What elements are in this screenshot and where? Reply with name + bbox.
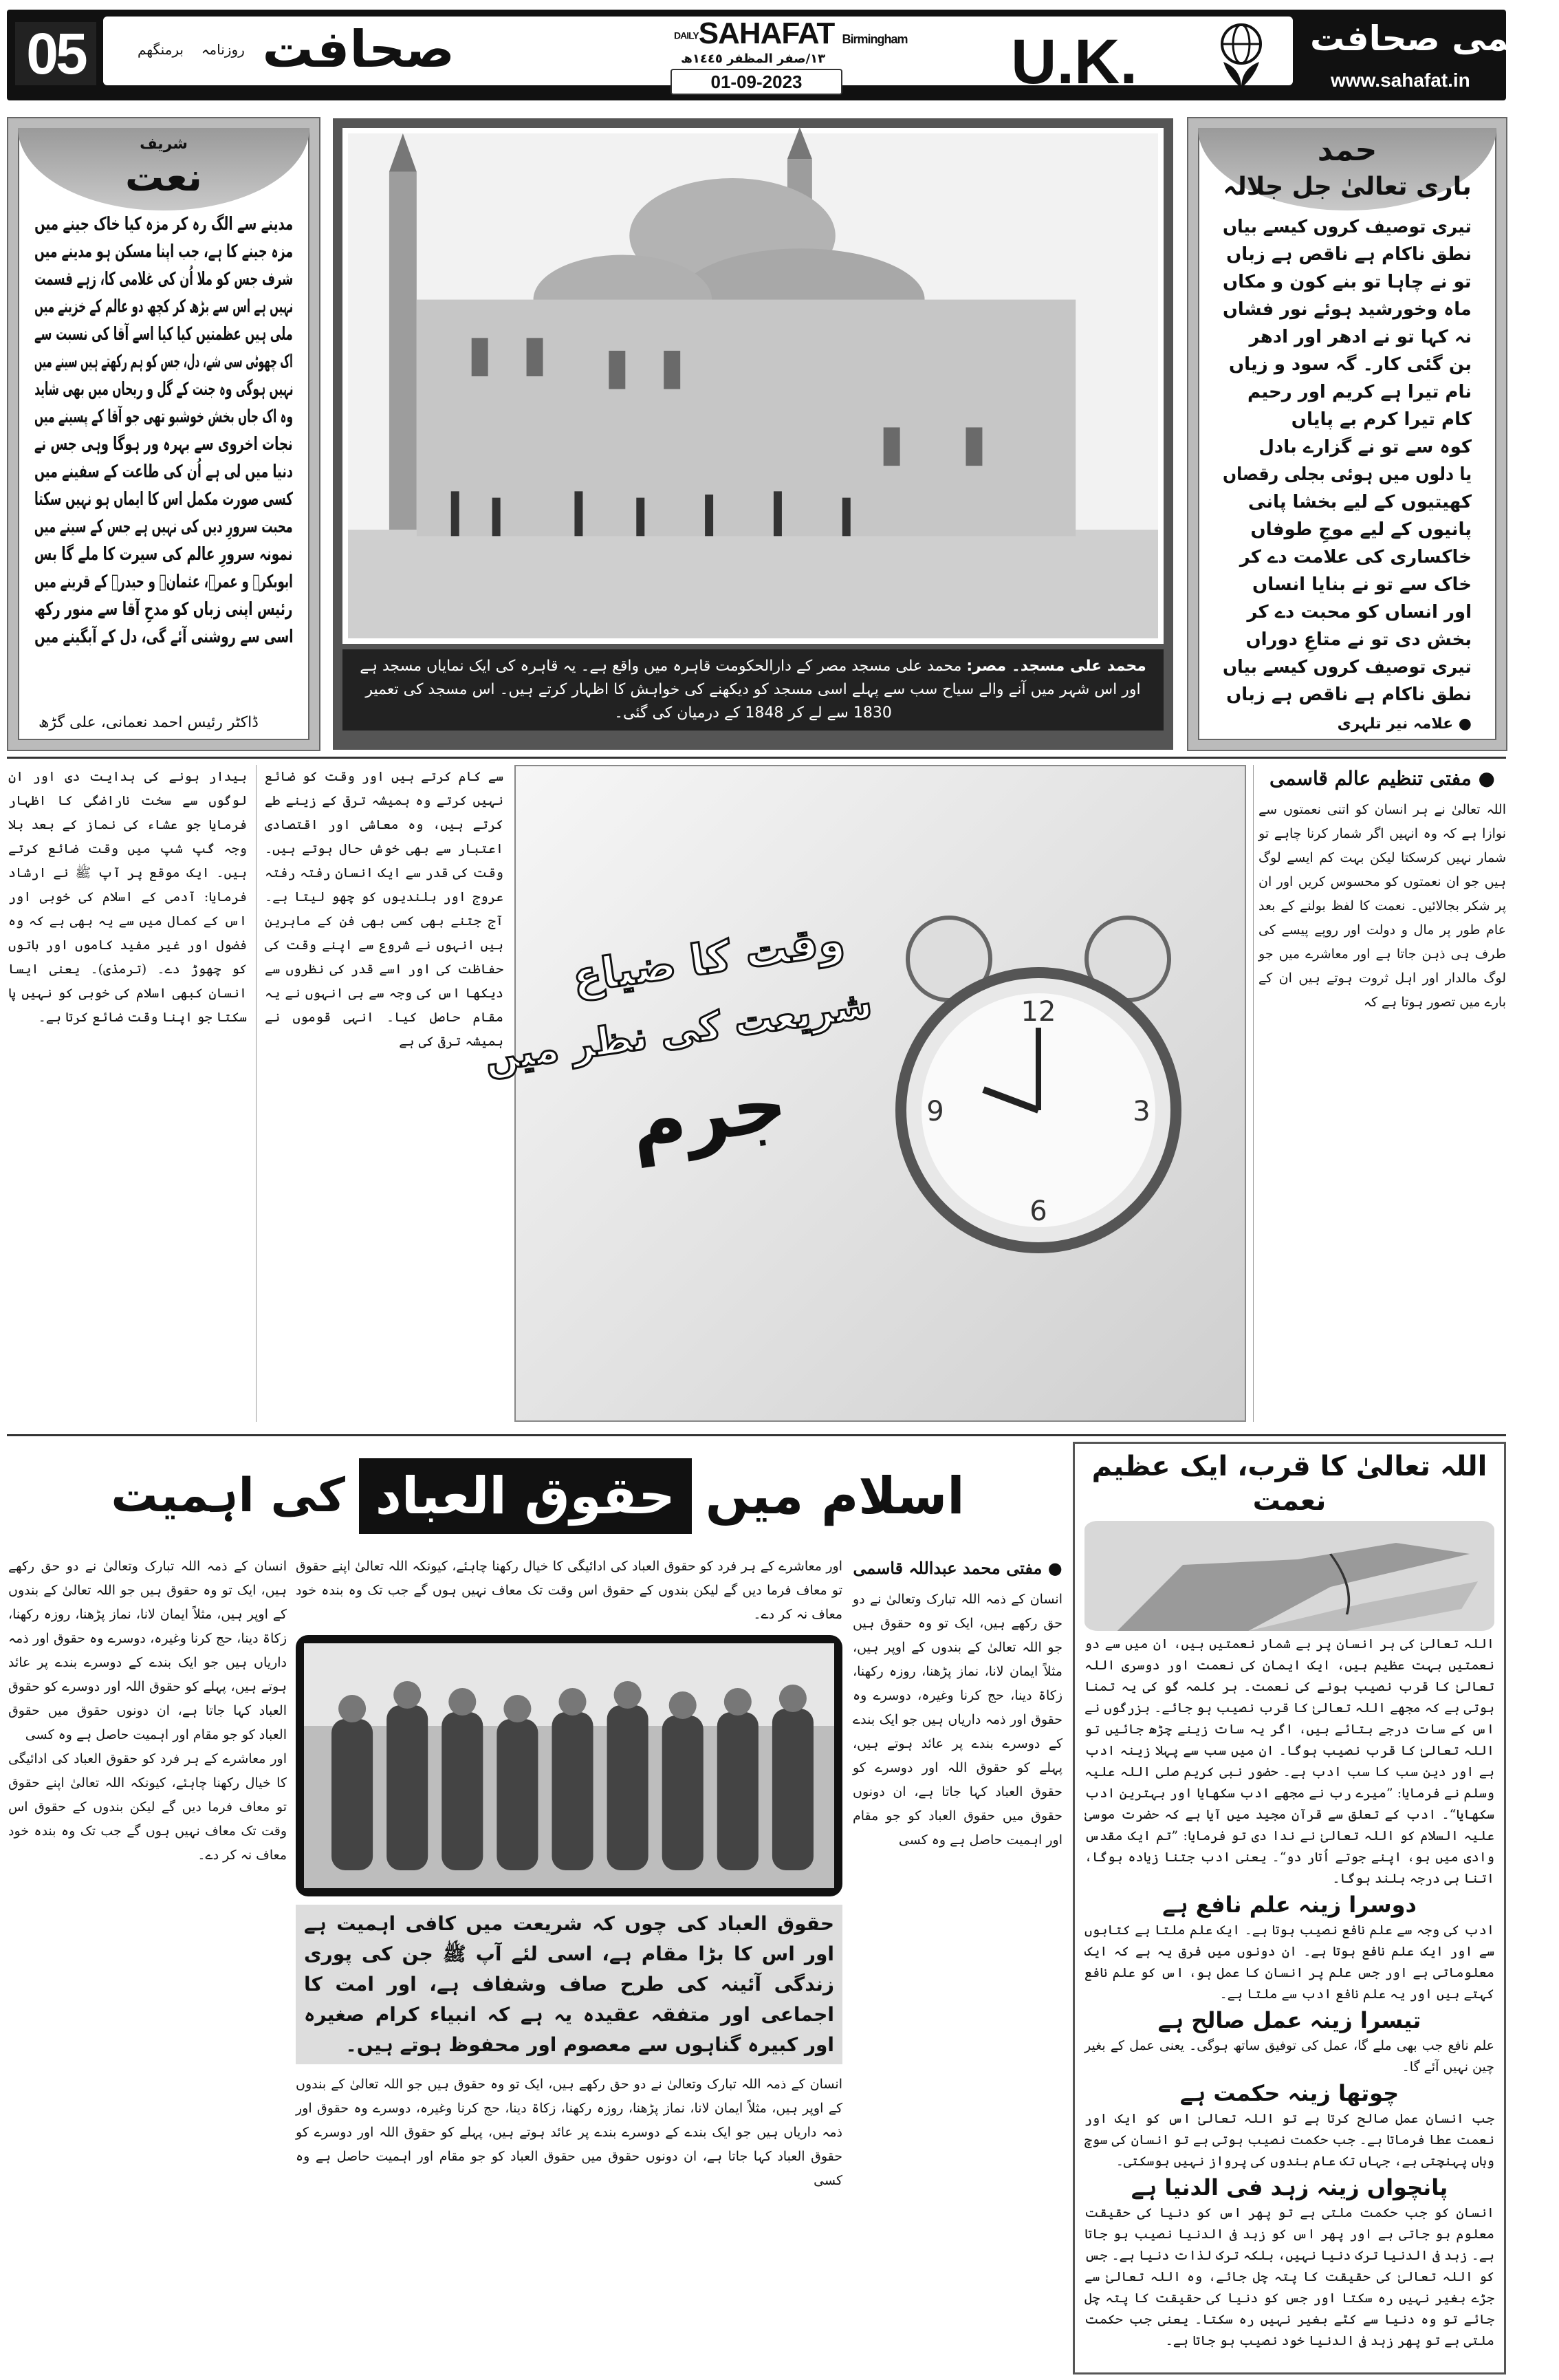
poem-line-text: نام تیرا ہے کریم اور رحیم: [1247, 382, 1472, 402]
poem-line: [34, 266, 293, 293]
poem-line-text: تیری توصیف کروں کیسے بیاں: [1223, 657, 1472, 678]
poem-line: [34, 293, 293, 321]
headline-part-2: حقوق العباد: [359, 1458, 692, 1534]
poem-line-text: بخش دی تو نے متاعِ دوراں: [1245, 629, 1472, 650]
poem-line: [1223, 241, 1472, 268]
poem-line: [1223, 488, 1472, 516]
poem-line: [1223, 378, 1472, 406]
daily-label: DAILY: [674, 30, 699, 41]
svg-text:9: 9: [926, 1096, 944, 1127]
newspaper-logo-urdu: [138, 15, 455, 84]
hamd-subtitle: باری تعالیٰ جل جلالہ: [1223, 173, 1472, 201]
poem-line-text: کوہ سے تو نے گزارے بادل: [1258, 437, 1472, 457]
headline-part-1: اسلام میں: [705, 1467, 965, 1526]
qurb-sections: [1084, 1890, 1494, 2352]
qurb-section-text: علم نافع جب بھی ملے گا، عمل کی توفیق ساتھ ہوگی۔ یعنی عمل کے بغیر چین نہیں آئے گا۔: [1084, 2038, 1494, 2075]
article-paragraph: سے کام کرتے ہیں اور وقت کو ضائع نہیں کرتے وہ ہمیشہ ترقی کے زینے طے کرتے ہیں، وہ معاشی اور اقتصادی اعتبار سے بھی خوش حال ہوتے ہیں۔ وقت کی قدر سے ایک انسان رفتہ رفتہ عروج اور بلندیوں کو چھو لیتا ہے۔ آج جتنے بھی کسی بھی فن کے ماہرین ہیں انہوں نے شروع سے اپنے وقت کی حفاظت کی اور اسے قدر کی نظروں سے دیکھا اس کی وجہ سے ہی انہوں نے یہ مقام حاصل کیا۔ انہی قوموں نے ہمیشہ ترقی کی ہے: [265, 769, 503, 1049]
huqooq-first-column: [853, 1555, 1062, 2373]
hamd-box: [1188, 118, 1506, 750]
website-link[interactable]: www.sahafat.in: [1331, 69, 1470, 91]
poem-line: [34, 541, 293, 568]
column-rule: [256, 765, 257, 1422]
article-paragraph: انسان کے ذمہ اللہ تبارک وتعالیٰ نے دو حق رکھے ہیں، ایک تو وہ حقوق ہیں جو اللہ تعالیٰ کے بندوں کے اوپر ہیں، مثلاً ایمان لانا، نماز پڑھنا، روزہ رکھنا، زکاۃ دینا، حج کرنا وغیرہ، دوسرے وہ حقوق اور ذمہ داریاں ہیں جو ایک بندے کے دوسرے بندے پر عائد ہوتے ہیں، پہلے کو حقوق اللہ اور دوسرے کو حقوق العباد کہا جاتا ہے، ان دونوں حقوق میں حقوق العباد کو جو مقام اور اہمیت حاصل ہے وہ کسی: [296, 2077, 842, 2188]
poem-line-text: ملی ہیں عظمتیں کیا کیا اسے آقا کی نسبت سے: [34, 324, 293, 345]
svg-text:6: 6: [1029, 1196, 1047, 1227]
poem-line: [34, 403, 293, 431]
poem-line-text: نمونہ سرورِ عالم کی سیرت کا ملے گا بس: [34, 544, 293, 565]
huqooq-center-stack: [296, 1555, 842, 2373]
group-photo-frame: [296, 1635, 842, 1896]
huqooq-pull-quote: حقوق العباد کی چوں کہ شریعت میں کافی اہمیت ہے اور اس کا بڑا مقام ہے، اسی لئے آپ ﷺ جن کی پوری زندگی آئینہ کی طرح صاف وشفاف ہے، اور امت کا اجماعی اور متفقہ عقیدہ یہ ہے کہ انبیاء کرام صغیرہ اور کبیرہ گناہوں سے معصوم اور محفوظ ہوتے ہیں۔: [296, 1905, 842, 2064]
naat-poem: [34, 210, 293, 651]
poem-line: [34, 623, 293, 651]
article-paragraph: اللہ تعالیٰ نے ہر انسان کو اتنی نعمتوں سے نوازا ہے کہ وہ انہیں اگر شمار کرنا چاہے تو شمار نہیں کرسکتا لیکن بہت کم ایسے لوگ ہیں جو ان نعمتوں کو محسوس کریں اور ان پر شکر بجالائیں۔ نعمت کا لفظ بولنے کے بعد عام طور پر مال و دولت اور روپے پیسے کی طرف ہی ذہن جاتا ہے اور معاشرے میں جو لوگ مالدار اور اہل ثروت ہوتے ہیں ان کے بارے میں تصور ہوتا ہے کہ: [1258, 802, 1506, 1010]
poem-line-text: شرف جس کو ملا اُن کی غلامی کا، زہے قسمت: [34, 269, 293, 290]
poem-line-text: مزہ جینے کا ہے، جب اپنا مسکن ہو مدینے میں: [34, 241, 293, 262]
poem-line-text: پانیوں کے لیے موجِ طوفاں: [1250, 519, 1472, 540]
poem-line: [1223, 543, 1472, 571]
poem-line: [1223, 296, 1472, 323]
article-paragraph: بیدار ہونے کی ہدایت دی اور ان لوگوں سے سخت ناراضگی کا اظہار فرمایا جو عشاء کی نماز کے بعد بلا وجہ گپ شپ میں وقت ضائع کرتے ہیں۔ ایک موقع پر آپ ﷺ نے ارشاد فرمایا: آدمی کے اسلام کی خوبی اور اس کے کمال میں سے یہ بھی ہے کہ وہ فضول اور غیر مفید کاموں اور باتوں کو چھوڑ دے۔ (ترمذی)۔ یعنی ایسا انسان کبھی اسلام کی خوبی کو نہیں پا سکتا جو اپنا وقت ضائع کرتا ہے۔: [8, 769, 247, 1025]
poem-line: [1223, 433, 1472, 461]
poem-line: [34, 321, 293, 348]
poem-line: [1223, 406, 1472, 433]
qurb-section-text: انسان کو جب حکمت ملتی ہے تو پھر اس کو دنیا کی حقیقت معلوم ہو جاتی ہے اور پھر اس کو زہد فی الدنیا نصیب ہو جاتا ہے۔ زہد فی الدنیا ترک دنیا نہیں، بلکہ ترک لذات دنیا ہے۔ جس کو اللہ تعالیٰ کی حقیقت کا پتہ چل جائے، وہ اللہ تعالیٰ سے جڑے بغیر نہیں رہ سکتا اور جس کو دنیا کی حقیقت کا پتہ چل جائے تو وہ دنیا سے کٹے بغیر نہیں رہ سکتا۔ یعنی جب حکمت ملتی ہے تو پھر زہد فی الدنیا خود نصیب ہو جاتا ہے۔: [1084, 2205, 1494, 2348]
time-graphic: [481, 765, 1246, 1422]
caption-title: محمد علی مسجد۔ مصر:: [966, 658, 1146, 675]
mosque-photo-caption: [342, 649, 1164, 731]
hamd-title: حمد: [1317, 133, 1377, 168]
poem-line: [34, 486, 293, 513]
hamd-author: ● علامہ نیر تلہری: [1337, 715, 1472, 733]
poem-line: [34, 458, 293, 486]
graphic-line-2: شریعت کی نظر میں: [481, 982, 875, 1081]
poem-line-text: تو نے چاہا تو بنے کون و مکاں: [1223, 272, 1472, 292]
poem-line: [1223, 268, 1472, 296]
graphic-line-1: وقت کا ضیاع: [569, 914, 848, 1003]
poem-line-text: نہیں ہوگی وہ جنت کے گل و ریحاں میں بھی شاید: [34, 379, 293, 400]
poem-line-text: بن گئی کار۔ گہ سود و زیاں: [1228, 354, 1472, 375]
qurb-title: اللہ تعالیٰ کا قرب، ایک عظیم نعمت: [1091, 1451, 1487, 1517]
poem-line: [34, 513, 293, 541]
hamd-author-name: علامہ نیر تلہری: [1337, 715, 1454, 733]
poem-line-text: دنیا میں لی ہے اُن کی طاعت کے سفینے میں: [34, 462, 293, 482]
qurb-section-heading: پانچواں زینہ زہد فی الدنیا ہے: [1131, 2174, 1448, 2200]
logo-text: صحافت: [262, 20, 455, 79]
author-name: مفتی محمد عبداللہ قاسمی: [853, 1558, 1043, 1578]
poem-line-text: تیری توصیف کروں کیسے بیاں: [1223, 217, 1472, 237]
brand-urdu: عالمی صحافت: [1310, 19, 1559, 58]
poem-line-text: خاک سے تو نے بنایا انساں: [1252, 574, 1472, 595]
poem-line-text: نہیں ہے اس سے بڑھ کر کچھ دو عالم کے خزینے میں: [34, 296, 293, 317]
qurb-section-text: ادب کی وجہ سے علم نافع نصیب ہوتا ہے۔ ایک علم ملتا ہے کتابوں سے اور ایک علم نافع ہوتا ہے۔ ان دونوں میں فرق یہ ہے کہ ایک معلوماتی ہے اور جس علم پر انسان کا عمل ہو، اس کو علم نافع کہتے ہیں اور یہ علم نافع ادب سے ملتا ہے۔: [1084, 1923, 1494, 2002]
poem-line-text: ابوبکرؓ و عمرؓ، عثمانؓ و حیدرؓ کے قرینے میں: [34, 572, 293, 592]
article-paragraph: انسان کے ذمہ اللہ تبارک وتعالیٰ نے دو حق رکھے ہیں، ایک تو وہ حقوق ہیں جو اللہ تعالیٰ کے بندوں کے اوپر ہیں، مثلاً ایمان لانا، نماز پڑھنا، روزہ رکھنا، زکاۃ دینا، حج کرنا وغیرہ، دوسرے وہ حقوق اور ذمہ داریاں ہیں جو ایک بندے کے دوسرے بندے پر عائد ہوتے ہیں، پہلے کو حقوق اللہ اور دوسرے کو حقوق العباد کہا جاتا ہے، ان دونوں حقوق میں حقوق العباد کو جو مقام اور اہمیت حاصل ہے وہ کسی: [8, 1559, 287, 1742]
article-paragraph: انسان کے ذمہ اللہ تبارک وتعالیٰ نے دو حق رکھے ہیں، ایک تو وہ حقوق ہیں جو اللہ تعالیٰ کے بندوں کے اوپر ہیں، مثلاً ایمان لانا، نماز پڑھنا، روزہ رکھنا، زکاۃ دینا، حج کرنا وغیرہ، دوسرے وہ حقوق اور ذمہ داریاں ہیں جو ایک بندے کے دوسرے بندے پر عائد ہوتے ہیں، پہلے کو حقوق اللہ اور دوسرے کو حقوق العباد کہا جاتا ہے، ان دونوں حقوق میں حقوق العباد کو جو مقام اور اہمیت حاصل ہے وہ کسی: [853, 1592, 1062, 1848]
article-paragraph: اور معاشرے کے ہر فرد کو حقوق العباد کی ادائیگی کا خیال رکھنا چاہئے، کیونکہ اللہ تعالیٰ اپنے حقوق تو معاف فرما دیں گے لیکن بندوں کے حقوق اس وقت تک معاف نہیں ہوں گے جب تک وہ بندہ خود معاف نہ کر دے۔: [8, 1751, 287, 1863]
poem-line: [1223, 653, 1472, 681]
svg-text:12: 12: [1021, 996, 1056, 1028]
mosque-photo-frame: [333, 118, 1173, 750]
qurb-section-heading: دوسرا زینہ علم نافع ہے: [1162, 1892, 1417, 1918]
page-number: 05: [15, 22, 96, 85]
headline-part-3: کی اہمیت: [111, 1469, 345, 1523]
graphic-title: [481, 914, 875, 1169]
city-label: Birmingham: [842, 32, 908, 46]
poem-line: [1223, 213, 1472, 241]
poem-line: [1223, 571, 1472, 598]
time-article-column: [265, 765, 503, 1422]
logo-city: برمنگھم: [138, 41, 184, 58]
huqooq-headline: [15, 1445, 1060, 1548]
poem-line: [1223, 323, 1472, 351]
mosque-image: [348, 133, 1158, 638]
poem-line: [1223, 681, 1472, 708]
poem-line: [1223, 598, 1472, 626]
poem-line-text: نجات اخروی سے بہرہ ور ہوگا وہی جس نے: [34, 434, 293, 455]
poem-line-text: نطق ناکام ہے ناقص ہے زباں: [1226, 684, 1472, 705]
naat-author: ڈاکٹر رئیس احمد نعمانی، علی گڑھ: [39, 714, 259, 731]
poem-line-text: رئیس اپنی زباں کو مدحِ آقا سے منور رکھ: [34, 599, 293, 620]
poem-line-text: کام تیرا کرم بے پایاں: [1291, 409, 1472, 430]
poem-line-text: نطق ناکام ہے ناقص ہے زباں: [1226, 244, 1472, 265]
poem-line-text: اور انساں کو محبت دے کر: [1247, 602, 1472, 623]
logo-small-text: روزنامہ: [201, 41, 245, 58]
time-article-author: ● مفتی تنظیم عالم قاسمی: [1269, 767, 1495, 790]
poem-line-text: اسی سے روشنی آئے گی، دل کے آبگینے میں: [34, 627, 293, 647]
qurb-section-heading: چوتھا زینہ حکمت ہے: [1179, 2080, 1399, 2106]
divider: [7, 1434, 1506, 1436]
time-article-column: [8, 765, 247, 1422]
poem-line-text: ماہ وخورشید ہوئے نور فشاں: [1223, 299, 1472, 320]
column-rule: [1253, 765, 1254, 1422]
article-paragraph: اور معاشرے کے ہر فرد کو حقوق العباد کی ادائیگی کا خیال رکھنا چاہئے، کیونکہ اللہ تعالیٰ اپنے حقوق تو معاف فرما دیں گے لیکن بندوں کے حقوق اس وقت تک معاف نہیں ہوں گے جب تک وہ بندہ خود معاف نہ کر دے۔: [296, 1559, 842, 1622]
poem-line: [1223, 516, 1472, 543]
praying-hands-image: [1084, 1521, 1494, 1631]
group-photo: [304, 1643, 834, 1888]
poem-line: [34, 431, 293, 458]
huqooq-author: ● مفتی محمد عبداللہ قاسمی: [853, 1558, 1062, 1578]
svg-text:3: 3: [1133, 1096, 1151, 1127]
caption-text: محمد علی مسجد مصر کے دارالحکومت قاہرہ میں واقع ہے۔ یہ قاہرہ کی ایک نمایاں مسجد ہے اور اس شہر میں آنے والے سیاح سب سے پہلے اسی مسجد کو دیکھنے کی خواہش کا اظہار کرتے ہیں۔ اس مسجد کی تعمیر 1830 سے لے کر 1848 کے درمیان کی گئی۔: [360, 658, 1141, 722]
poem-line-text: نہ کہا تو نے ادھر اور ادھر: [1249, 327, 1472, 347]
poem-line-text: محبت سرورِ دیں کی نہیں ہے جس کے سینے میں: [34, 517, 293, 537]
poem-line: [34, 210, 293, 238]
poem-line-text: وہ اک جاں بخش خوشبو تھی جو آقا کے پسینے میں: [34, 407, 293, 427]
alarm-clock-icon: [873, 918, 1203, 1262]
poem-line-text: کھیتیوں کے لیے بخشا پانی: [1247, 492, 1472, 512]
poem-line-text: یا دلوں میں ہوئی بجلی رقصاں: [1222, 464, 1472, 485]
qurb-section-heading: تیسرا زینہ عمل صالح ہے: [1157, 2007, 1421, 2033]
poem-line-text: مدینے سے الگ رہ کر مزہ کیا خاک جینے میں: [34, 214, 293, 235]
edition-label: U.K.: [1011, 27, 1137, 97]
globe-logo-icon: [1214, 21, 1269, 89]
qurb-intro: اللہ تعالیٰ کی ہر انسان پر بے شمار نعمتیں ہیں، ان میں سے دو نعمتیں بہت عظیم ہیں، ایک ایمان کی نعمت اور دوسری اللہ تعالیٰ کا قرب نصیب ہونے کی نعمت۔ ہر کلمہ گو کی یہ تمنا ہوتی ہے کہ مجھے اللہ تعالیٰ کا قرب نصیب ہو جائے۔ بزرگوں نے اس کے سات درجے بتائے ہیں، اگر یہ سات زینے چڑھ جائیں تو اللہ تعالیٰ کا قرب نصیب ہوگا۔ ان میں سب سے پہلا زینہ ادب ہے اور دین سب کا سب ادب ہے۔ حضور نبی کریم صلی اللہ علیہ وسلم نے فرمایا: ”میرے رب نے مجھے ادب سکھایا اور بہترین ادب سکھایا“۔ ادب کے تعلق سے قرآن مجید میں آیا ہے کہ حضرت موسیٰ علیہ السلام کو اللہ تعالیٰ نے ندا دی تو فرمایا: ”تم ایک مقدس وادی میں ہو، اپنے جوتے اُتار دو“۔ یعنی ادب جتنا زیادہ ہوگا، اتنا ہی درجہ بلند ہوگا۔: [1084, 1636, 1494, 1886]
paper-name-english: [674, 18, 907, 55]
poem-line: [1223, 351, 1472, 378]
poem-line-text: خاکساری کی علامت دے کر: [1239, 547, 1472, 567]
author-name: مفتی تنظیم عالم قاسمی: [1269, 767, 1472, 790]
hijri-date: ١٣/صفر المظفر ١٤٤٥ھ: [681, 52, 826, 66]
poem-line: [34, 376, 293, 403]
qurb-box: [1073, 1442, 1506, 2374]
date-box: 01-09-2023: [671, 69, 842, 95]
poem-line: [34, 348, 293, 376]
paper-name: SAHAFAT: [698, 17, 835, 50]
naat-title: نعت: [125, 155, 202, 200]
naat-kicker: شریف: [140, 136, 188, 153]
poem-line-text: اک چھوٹی سی شے، دل، جس کو ہم رکھتے ہیں سینے میں: [34, 351, 293, 372]
hamd-poem: [1223, 213, 1472, 708]
graphic-line-3: جرم: [624, 1059, 792, 1169]
time-article-first-column: [1258, 765, 1506, 1425]
qurb-section-text: جب انسان عمل صالح کرتا ہے تو اللہ تعالیٰ اس کو ایک اور نعمت عطا فرماتا ہے۔ جب حکمت نصیب ہوتی ہے تو انسان کی سوچ وہاں پہنچتی ہے، جہاں تک عام بندوں کی پرواز نہیں ہوسکتی۔: [1084, 2111, 1494, 2169]
poem-line: [34, 568, 293, 596]
huqooq-left-column: [8, 1555, 287, 2373]
naat-box: [8, 118, 319, 750]
poem-line: [34, 596, 293, 623]
divider: [7, 757, 1506, 759]
poem-line-text: کسی صورت مکمل اس کا ایماں ہو نہیں سکتا: [34, 489, 293, 510]
poem-line: [1223, 626, 1472, 653]
poem-line: [34, 238, 293, 266]
mosque-photo: [342, 128, 1164, 644]
poem-line: [1223, 461, 1472, 488]
